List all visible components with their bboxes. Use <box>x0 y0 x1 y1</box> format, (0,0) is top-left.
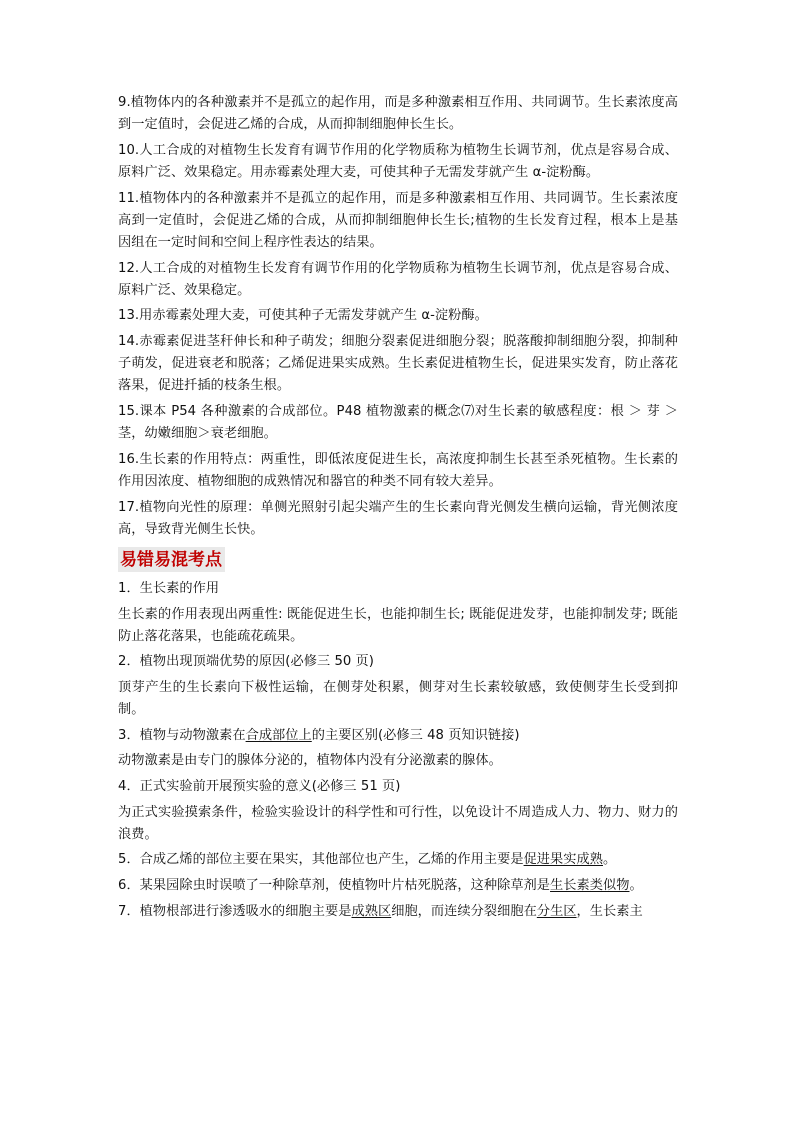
point-3-question <box>118 725 678 747</box>
point-7-underlined-2: 分生区 <box>536 903 577 919</box>
point-2-question: 2．植物出现顶端优势的原因(必修三 50 页) <box>118 654 374 670</box>
item-13: 13.用赤霉素处理大麦，可使其种子无需发芽就产生 α-淀粉酶。 <box>118 308 488 324</box>
point-7 <box>118 901 678 923</box>
document-page <box>118 92 678 926</box>
section-heading-wrap <box>118 547 678 572</box>
section-heading: 易错易混考点 <box>118 547 225 572</box>
point-3-question-pre: 3．植物与动物激素在 <box>118 727 246 743</box>
point-5 <box>118 849 678 871</box>
point-5-pre: 5．合成乙烯的部位主要在果实，其他部位也产生，乙烯的作用主要是 <box>118 852 524 868</box>
item-12: 12.人工合成的对植物生长发育有调节作用的化学物质称为植物生长调节剂，优点是容易合成、原料广泛、效果稳定。 <box>118 260 678 298</box>
point-7-underlined-1: 成熟区 <box>351 903 392 919</box>
point-7-post: ，生长素主 <box>576 903 643 919</box>
point-3-question-underlined: 合成部位上 <box>245 727 312 743</box>
point-2-answer: 顶芽产生的生长素向下极性运输，在侧芽处积累，侧芽对生长素较敏感，致使侧芽生长受到抑制。 <box>118 679 678 718</box>
item-14: 14.赤霉素促进茎秆伸长和种子萌发；细胞分裂素促进细胞分裂；脱落酸抑制细胞分裂，抑制种子萌发，促进衰老和脱落；乙烯促进果实成熟。生长素促进植物生长，促进果实发育，防止落花落果，促进扦插的枝条生根。 <box>118 333 678 394</box>
item-9: 9.植物体内的各种激素并不是孤立的起作用，而是多种激素相互作用、共同调节。生长素浓度高到一定值时，会促进乙烯的合成，从而抑制细胞伸长生长。 <box>118 95 678 133</box>
point-3-answer: 动物激素是由专门的腺体分泌的，植物体内没有分泌激素的腺体。 <box>118 753 502 769</box>
item-11: 11.植物体内的各种激素并不是孤立的起作用，而是多种激素相互作用、共同调节。生长素浓度高到一定值时，会促进乙烯的合成，从而抑制细胞伸长生长;植物的生长发育过程，根本上是基因组在一定时间和空间上程序性表达的结果。 <box>118 190 678 250</box>
point-1-answer: 生长素的作用表现出两重性: 既能促进生长，也能抑制生长; 既能促进发芽，也能抑制发芽; 既能防止落花落果，也能疏花疏果。 <box>118 606 678 644</box>
item-15: 15.课本 P54 各种激素的合成部位。P48 植物激素的概念⑺对生长素的敏感程度：根 ＞ 芽 ＞ 茎，幼嫩细胞＞衰老细胞。 <box>118 403 678 442</box>
point-6-pre: 6．某果园除虫时误喷了一种除草剂，使植物叶片枯死脱落，这种除草剂是 <box>118 877 551 893</box>
points-list <box>118 578 678 923</box>
point-6-post: 。 <box>629 877 643 893</box>
point-7-pre: 7．植物根部进行渗透吸水的细胞主要是 <box>118 903 352 919</box>
point-4-answer: 为正式实验摸索条件，检验实验设计的科学性和可行性，以免设计不周造成人力、物力、财力的浪费。 <box>118 804 678 842</box>
point-1-question: 1．生长素的作用 <box>118 580 220 596</box>
point-7-mid: 细胞，而连续分裂细胞在 <box>391 903 537 919</box>
item-17: 17.植物向光性的原理：单侧光照射引起尖端产生的生长素向背光侧发生横向运输，背光侧浓度高，导致背光侧生长快。 <box>118 499 678 537</box>
point-6 <box>118 875 678 897</box>
point-4-question: 4．正式实验前开展预实验的意义(必修三 51 页) <box>118 778 401 794</box>
point-3-question-post: 的主要区别(必修三 48 页知识链接) <box>311 727 520 743</box>
point-5-underlined: 促进果实成熟 <box>523 852 603 868</box>
item-10: 10.人工合成的对植物生长发育有调节作用的化学物质称为植物生长调节剂，优点是容易合成、原料广泛、效果稳定。用赤霉素处理大麦，可使其种子无需发芽就产生 α-淀粉酶。 <box>118 142 678 180</box>
point-5-post: 。 <box>603 852 617 868</box>
point-6-underlined: 生长素类似物 <box>550 877 630 893</box>
upper-list <box>118 92 678 541</box>
item-16: 16.生长素的作用特点：两重性，即低浓度促进生长，高浓度抑制生长甚至杀死植物。生长素的作用因浓度、植物细胞的成熟情况和器官的种类不同有较大差异。 <box>118 451 678 489</box>
